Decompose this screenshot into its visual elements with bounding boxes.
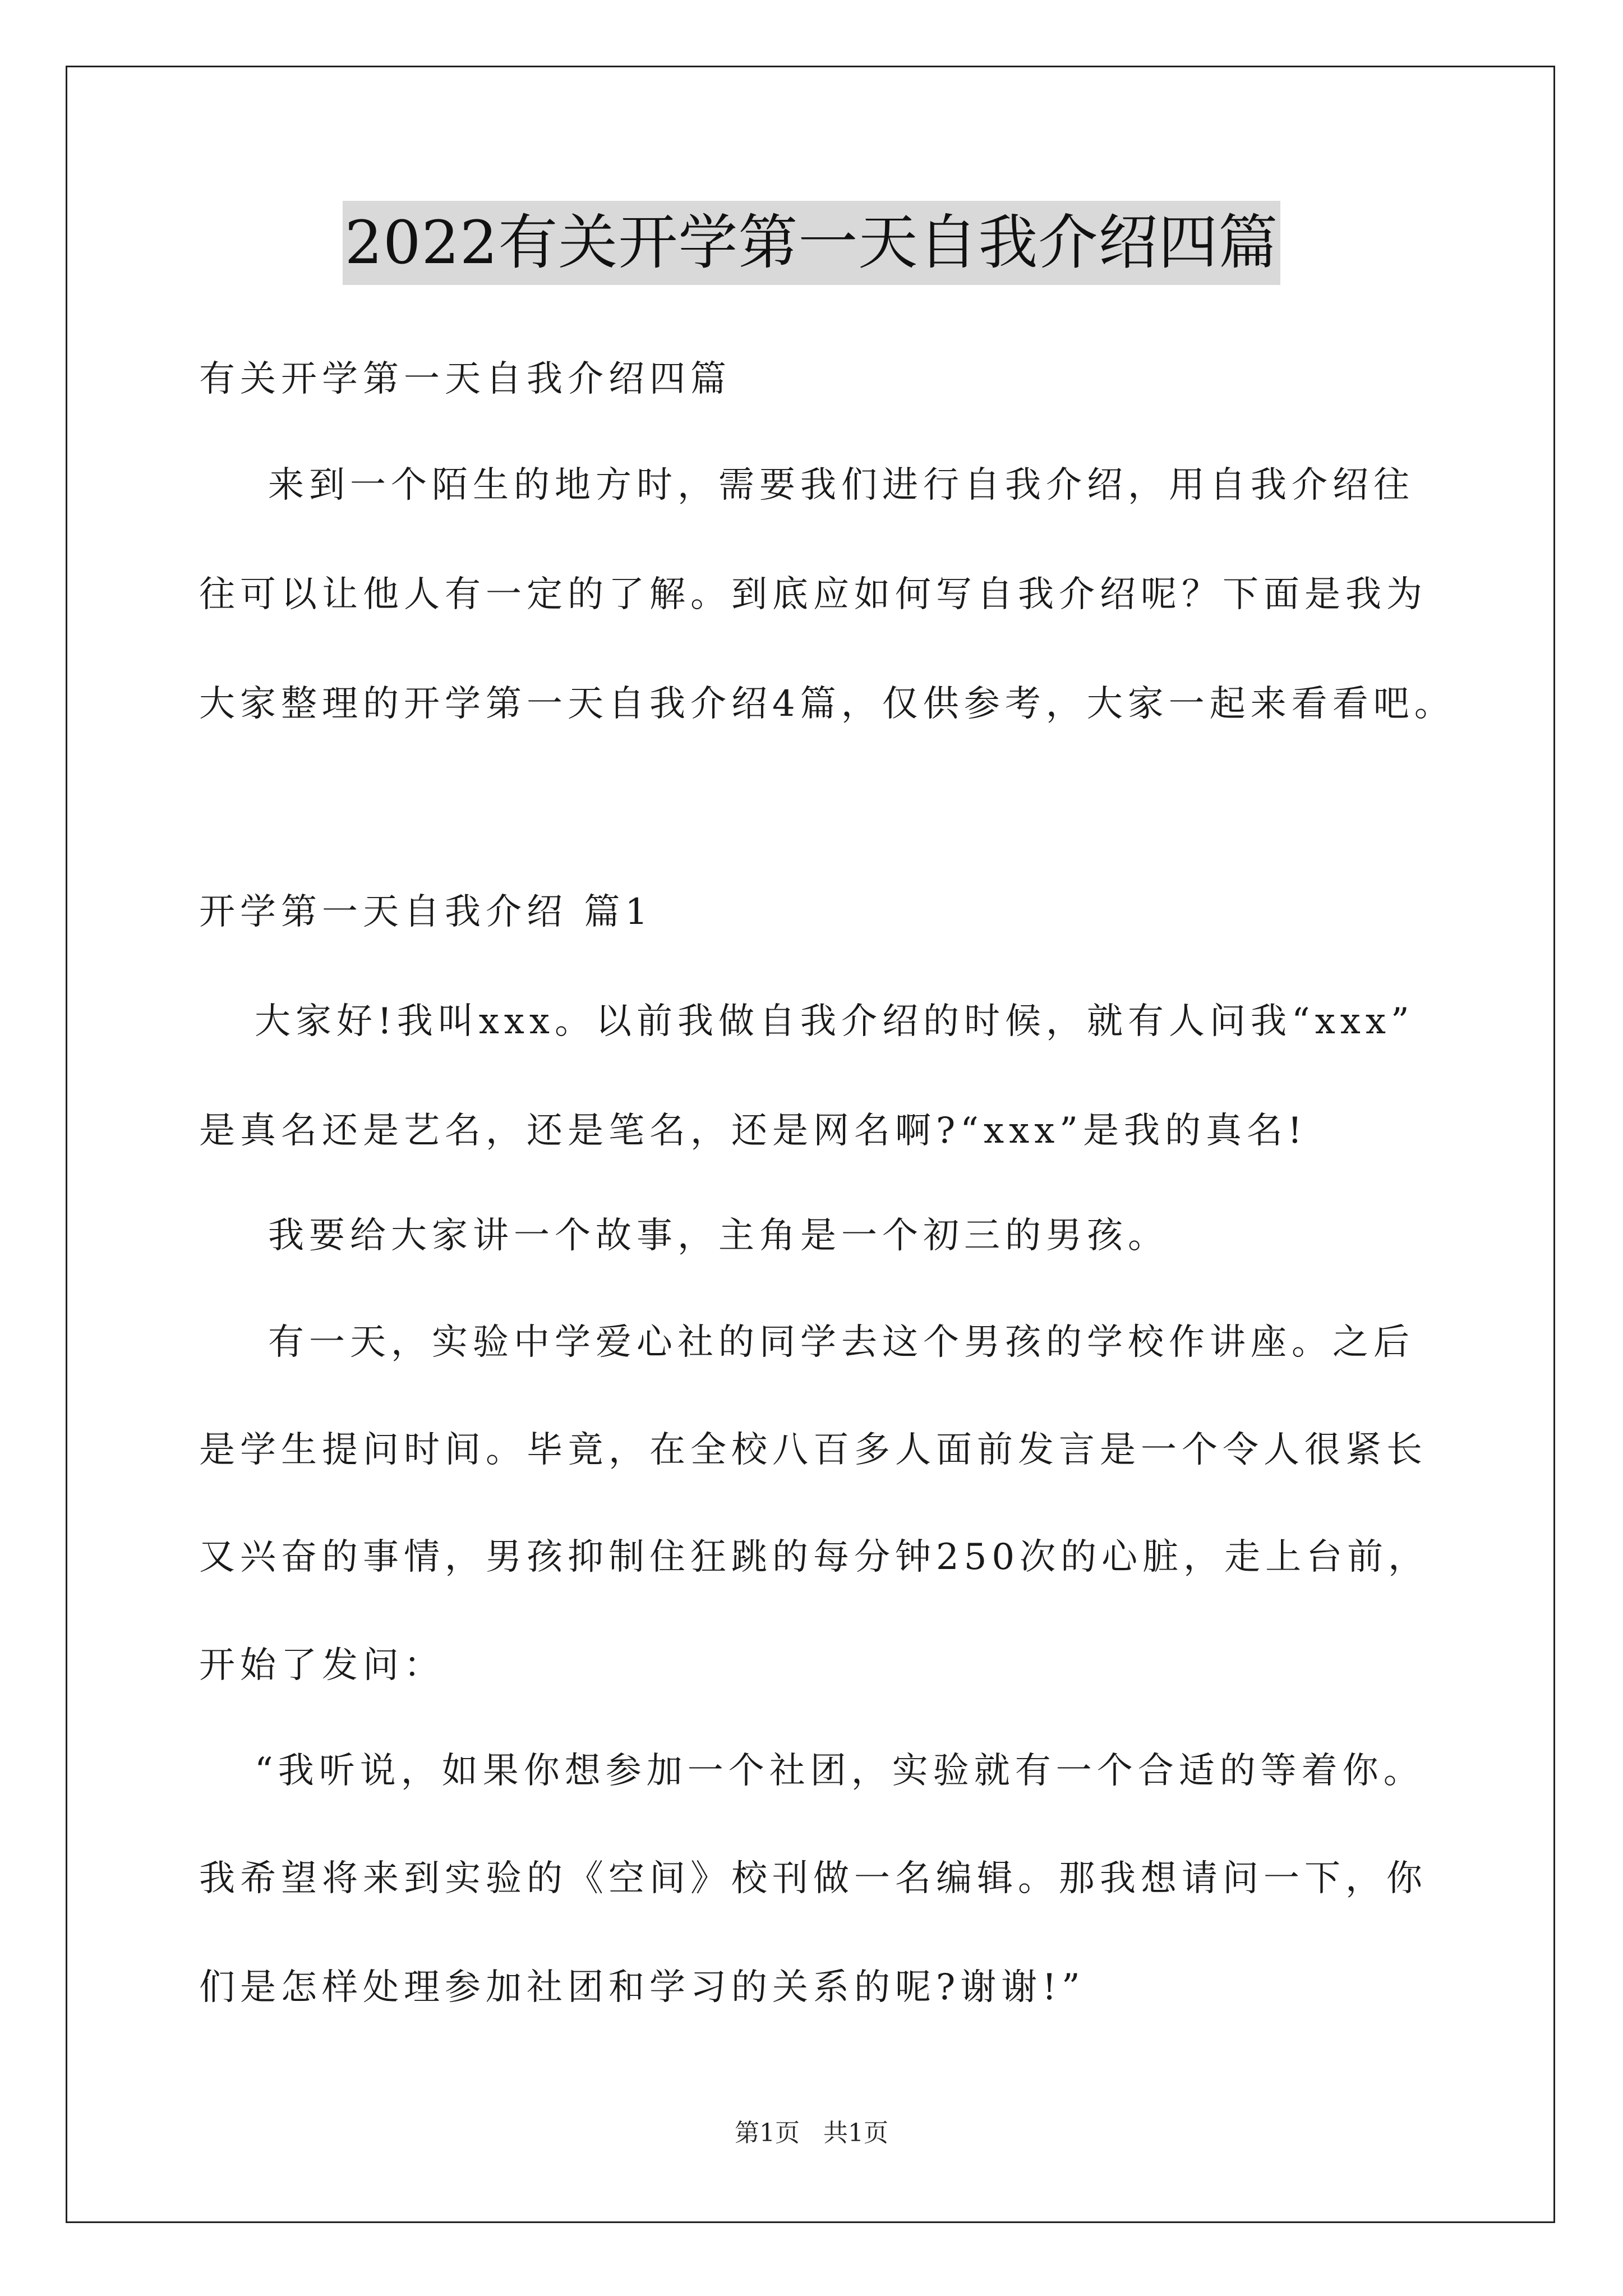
title-container — [0, 201, 1623, 285]
section-heading: 开学第一天自我介绍 篇1 — [199, 891, 653, 933]
paragraph-line: 又兴奋的事情，男孩抑制住狂跳的每分钟250次的心脏，走上台前， — [199, 1536, 1430, 1578]
paragraph-line: 是真名还是艺名，还是笔名，还是网名啊?“xxx”是我的真名! — [199, 1110, 1307, 1152]
document-title: 2022有关开学第一天自我介绍四篇 — [343, 201, 1281, 285]
intro-line-3: 大家整理的开学第一天自我介绍4篇，仅供参考，大家一起来看看吧。 — [199, 683, 1455, 725]
page-footer — [0, 2116, 1623, 2150]
paragraph-line: 是学生提问时间。毕竟，在全校八百多人面前发言是一个令人很紧长 — [199, 1429, 1427, 1471]
intro-line-1: 来到一个陌生的地方时，需要我们进行自我介绍，用自我介绍往 — [268, 464, 1414, 506]
paragraph-line: 们是怎样处理参加社团和学习的关系的呢?谢谢!” — [199, 1967, 1085, 2008]
page-total: 共1页 — [823, 2119, 888, 2147]
page-number: 第1页 — [735, 2119, 800, 2147]
paragraph-line: 有一天，实验中学爱心社的同学去这个男孩的学校作讲座。之后 — [268, 1322, 1414, 1363]
paragraph-line: 我要给大家讲一个故事，主角是一个初三的男孩。 — [268, 1215, 1169, 1257]
paragraph-line: 开始了发问： — [199, 1645, 445, 1686]
paragraph-line: 我希望将来到实验的《空间》校刊做一名编辑。那我想请问一下，你 — [199, 1858, 1427, 1899]
subtitle: 有关开学第一天自我介绍四篇 — [199, 358, 731, 400]
paragraph-line: 大家好!我叫xxx。以前我做自我介绍的时候，就有人问我“xxx” — [255, 1001, 1414, 1042]
intro-line-2: 往可以让他人有一定的了解。到底应如何写自我介绍呢？下面是我为 — [199, 574, 1427, 615]
paragraph-line: “我听说，如果你想参加一个社团，实验就有一个合适的等着你。 — [255, 1750, 1424, 1792]
